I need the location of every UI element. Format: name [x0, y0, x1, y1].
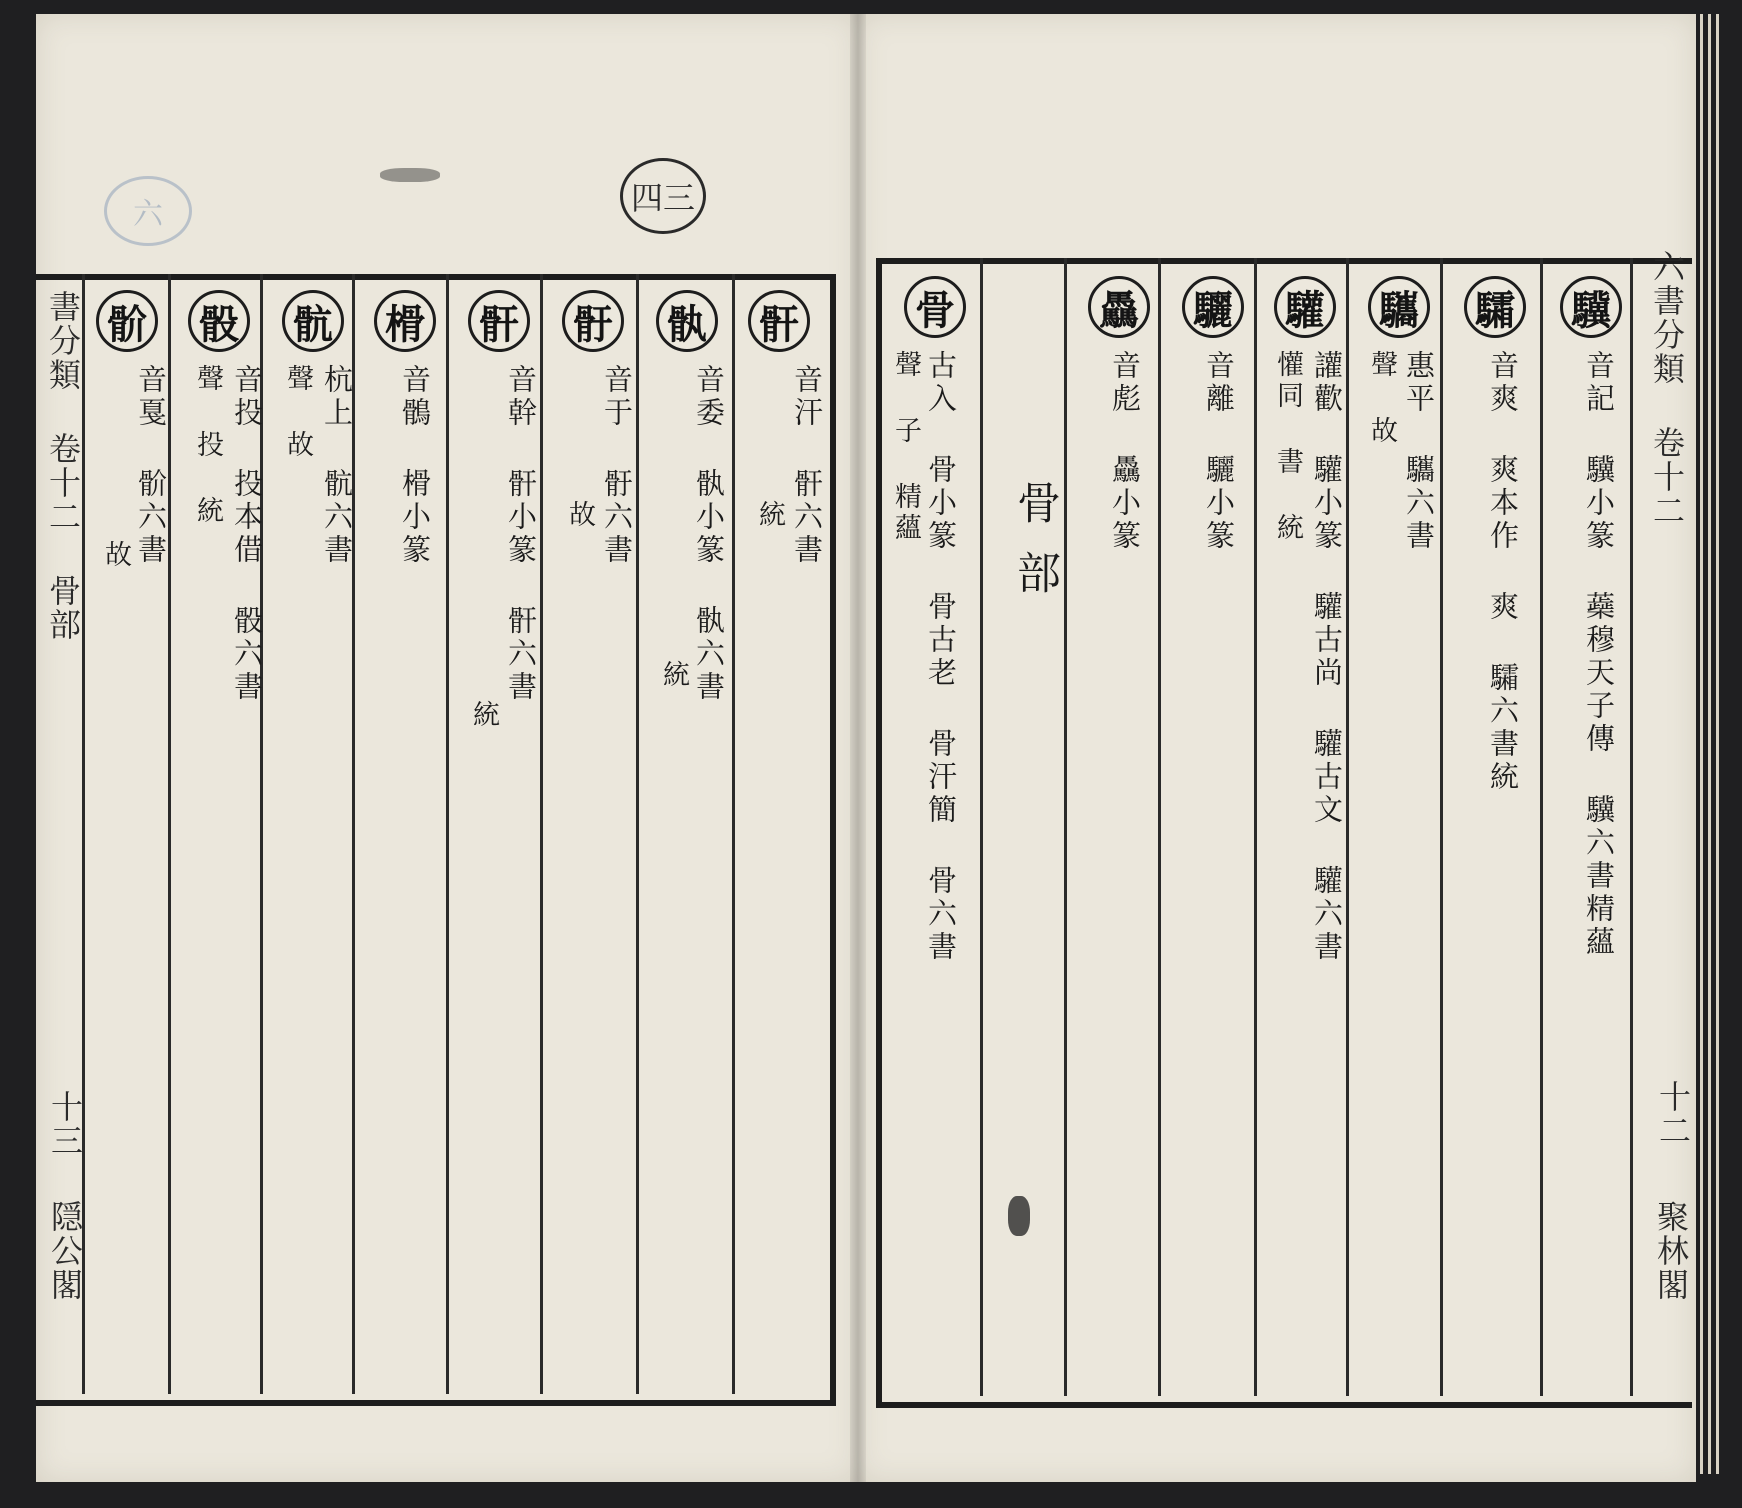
page-number-text: 四三	[630, 179, 695, 217]
column-divider	[1440, 258, 1443, 1396]
left-margin-page: 十三	[46, 1090, 84, 1158]
entry-text: 統	[754, 500, 785, 531]
right-margin-page: 十二	[1654, 1080, 1692, 1148]
entry-head: 驫	[1088, 276, 1150, 338]
column-divider	[1540, 258, 1543, 1396]
entry-head: 骨	[904, 276, 966, 338]
entry-text: 音投 投本借 骰六書	[230, 364, 264, 704]
entry-head: 骱	[96, 290, 158, 352]
section-title: 骨部	[1009, 480, 1060, 620]
column-divider	[1254, 258, 1257, 1396]
page-number-seal	[620, 158, 706, 234]
entry-head: 骰	[188, 290, 250, 352]
right-margin-title: 六書分類 卷十二	[1648, 250, 1686, 528]
book-gutter	[850, 14, 866, 1482]
entry-head: 骭	[748, 290, 810, 352]
column-divider	[980, 258, 983, 1396]
entry-head: 驦	[1464, 276, 1526, 338]
left-margin-bottom: 隠公閣	[46, 1200, 84, 1302]
column-divider	[732, 274, 735, 1394]
entry-head: 驪	[1182, 276, 1244, 338]
entry-text: 音幹 骭小篆 骭六書	[504, 364, 538, 704]
entry-text: 統	[658, 660, 689, 691]
entry-text: 音戛 骱六書	[134, 364, 168, 567]
entry-head: 骭	[468, 290, 530, 352]
column-divider	[1630, 258, 1633, 1396]
entry-text: 音彪 驫小篆	[1108, 350, 1142, 553]
column-divider	[1158, 258, 1161, 1396]
entry-text: 音離 驪小篆	[1202, 350, 1236, 553]
entry-text: 杭上 骯六書	[320, 364, 354, 567]
entry-text: 音爽 爽本作 爽 驦六書統	[1486, 350, 1520, 794]
left-margin-title: 書分類 卷十二 骨部	[44, 290, 82, 642]
entry-text: 音委 骫小篆 骫六書	[692, 364, 726, 704]
entry-text: 音鶻 榾小篆	[398, 364, 432, 567]
entry-text: 故	[100, 540, 131, 571]
page-stack-edge	[1700, 14, 1703, 1474]
entry-text: 懽同 書 統	[1272, 350, 1303, 544]
entry-head: 驥	[1560, 276, 1622, 338]
column-divider	[1064, 258, 1067, 1396]
entry-text: 聲 故	[282, 364, 313, 461]
column-divider	[446, 274, 449, 1394]
entry-text: 聲 子 精蘊	[890, 350, 921, 544]
entry-text: 音汗 骭六書	[790, 364, 824, 567]
ink-stain	[380, 168, 440, 182]
ghost-page-number-text: 六	[133, 197, 163, 232]
entry-head: 骫	[656, 290, 718, 352]
page-stack-edge	[1708, 14, 1711, 1474]
entry-text: 音記 驥小篆 蘃穆天子傳 驥六書精蘊	[1582, 350, 1616, 959]
column-divider	[636, 274, 639, 1394]
entry-text: 統	[468, 700, 499, 731]
entry-text: 聲 故	[1366, 350, 1397, 447]
ink-stain	[1008, 1196, 1030, 1236]
entry-head: 骬	[562, 290, 624, 352]
entry-text: 聲 投 統	[192, 364, 223, 527]
page-stack-edge	[1716, 14, 1719, 1474]
entry-head: 骯	[282, 290, 344, 352]
ghost-page-number	[104, 176, 192, 246]
entry-text: 故	[564, 500, 595, 531]
entry-head: 榾	[374, 290, 436, 352]
column-divider	[540, 274, 543, 1394]
right-margin-bottom: 聚林閣	[1652, 1200, 1690, 1302]
entry-text: 古入 骨小篆 骨古老 骨汗簡 骨六書	[924, 350, 958, 964]
entry-text: 讙歡 驩小篆 驩古尚 驩古文 驩六書	[1310, 350, 1344, 964]
entry-text: 音于 骬六書	[600, 364, 634, 567]
column-divider	[1346, 258, 1349, 1396]
entry-head: 驨	[1368, 276, 1430, 338]
entry-head: 驩	[1274, 276, 1336, 338]
entry-text: 惠平 驨六書	[1402, 350, 1436, 553]
